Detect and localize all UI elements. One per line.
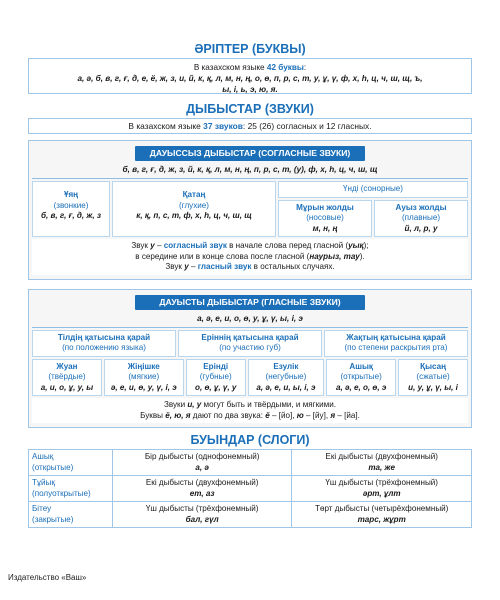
syllable-type: Бітеу (закрытые) [29, 502, 113, 528]
vowels-list: а, ә, е, и, о, ө, у, ұ, ү, ы, і, э [197, 313, 303, 323]
syllable-type: Ашық (открытые) [29, 450, 113, 476]
consonants-header: ДАУЫССЫЗ ДЫБЫСТАР (СОГЛАСНЫЕ ЗВУКИ) [135, 146, 365, 161]
vowels-header: ДАУЫСТЫ ДЫБЫСТАР (ГЛАСНЫЕ ЗВУКИ) [135, 295, 365, 310]
letters-count-line: В казахском языке 42 буквы: [193, 63, 307, 72]
divider [32, 178, 468, 179]
vowel-criteria [32, 330, 468, 357]
narrow-vowels: Қысаң (сжатые) и, у, ұ, ү, ы, і [398, 359, 468, 397]
syllables-table [28, 449, 472, 528]
voiceless-group: Қатаң (глухие) к, қ, п, с, т, ф, х, һ, ц, ч, ш, щ [112, 181, 276, 237]
soft-vowels: Жіңішке (мягкие) ә, е, и, ө, у, ү, і, э [104, 359, 184, 397]
syllable-example: Екі дыбысты (двухфонемный) ет, аз [112, 476, 292, 502]
voiced-group: Ұяң (звонкие) б, в, г, ғ, д, ж, з [32, 181, 110, 237]
syllable-example: Төрт дыбысты (четырёхфонемный) тарс, жұрт [292, 502, 472, 528]
sonorant-group [278, 181, 468, 237]
syllables-title: БУЫНДАР (СЛОГИ) [190, 433, 310, 447]
sounds-count: 37 звуков [203, 121, 243, 131]
syllable-type: Тұйық (полуоткрытые) [29, 476, 113, 502]
table-row [29, 450, 472, 476]
nonlabial-vowels: Езулік (негубные) а, ә, е, и, ы, і, э [248, 359, 324, 397]
labial-vowels: Ерінді (губные) о, ө, ұ, ү, у [186, 359, 246, 397]
vowels-panel [28, 289, 472, 429]
tongue-criterion: Тілдің қатысына қарай (по положению языка) [32, 330, 176, 357]
divider [32, 327, 468, 328]
vowel-note: Звуки и, у могут быть и твёрдыми, и мягкими. Буквы ё, ю, я дают по два звука: ё – [йо], ю – [йу], я – [йа]. [32, 398, 468, 423]
vowel-groups [32, 359, 468, 397]
letters-box [28, 58, 472, 94]
lips-criterion: Еріннің қатысына қарай (по участию губ) [178, 330, 322, 357]
sounds-title: ДЫБЫСТАР (ЗВУКИ) [186, 102, 314, 116]
hard-vowels: Жуан (твёрдые) а, и, о, ұ, у, ы [32, 359, 102, 397]
letters-list: а, ә, б, в, г, ғ, д, е, ё, ж, з, и, й, к, қ, л, м, н, ң, о, ө, п, р, с, т, у, ұ, ү, ф, х, һ, ц, ч, ш, щ, ъ, [77, 74, 423, 83]
jaw-criterion: Жақтың қатысына қарай (по степени раскрытия рта) [324, 330, 468, 357]
sonorant-header: Үнді (сонорные) [278, 181, 468, 198]
publisher-credit: Издательство «Ваш» [8, 573, 87, 582]
consonant-groups [32, 181, 468, 237]
reference-page [28, 40, 472, 528]
table-row [29, 502, 472, 528]
consonants-list: б, в, г, ғ, д, ж, з, й, к, қ, л, м, н, ң, п, р, с, т, (у), ф, х, һ, ц, ч, ш, щ [122, 165, 378, 174]
smooth-group: Ауыз жолды (плавные) й, л, р, у [374, 200, 468, 238]
nasal-group: Мұрын жолды (носовые) м, н, ң [278, 200, 372, 238]
syllable-example: Бір дыбысты (однофонемный) а, ә [112, 450, 292, 476]
consonants-panel [28, 140, 472, 280]
sounds-box: В казахском языке 37 звуков: 25 (26) согласных и 12 гласных. [28, 118, 472, 134]
table-row [29, 476, 472, 502]
syllable-example: Екі дыбысты (двухфонемный) та, же [292, 450, 472, 476]
open-vowels: Ашық (открытые) а, ә, е, о, ө, э [326, 359, 396, 397]
letters-list-end: ы, і, ь, э, ю, я. [222, 85, 278, 94]
syllable-example: Үш дыбысты (трёхфонемный) әрт, ұлт [292, 476, 472, 502]
letters-title: ӘРІПТЕР (БУКВЫ) [194, 42, 306, 56]
letters-count: 42 буквы [266, 63, 304, 72]
consonant-note: Звук у – согласный звук в начале слова перед гласной (уық); в середине или в конце слова после гласной (наурыз, тау). Звук у – гласный звук в остальных случаях. [32, 239, 468, 275]
syllable-example: Үш дыбысты (трёхфонемный) бал, гүл [112, 502, 292, 528]
